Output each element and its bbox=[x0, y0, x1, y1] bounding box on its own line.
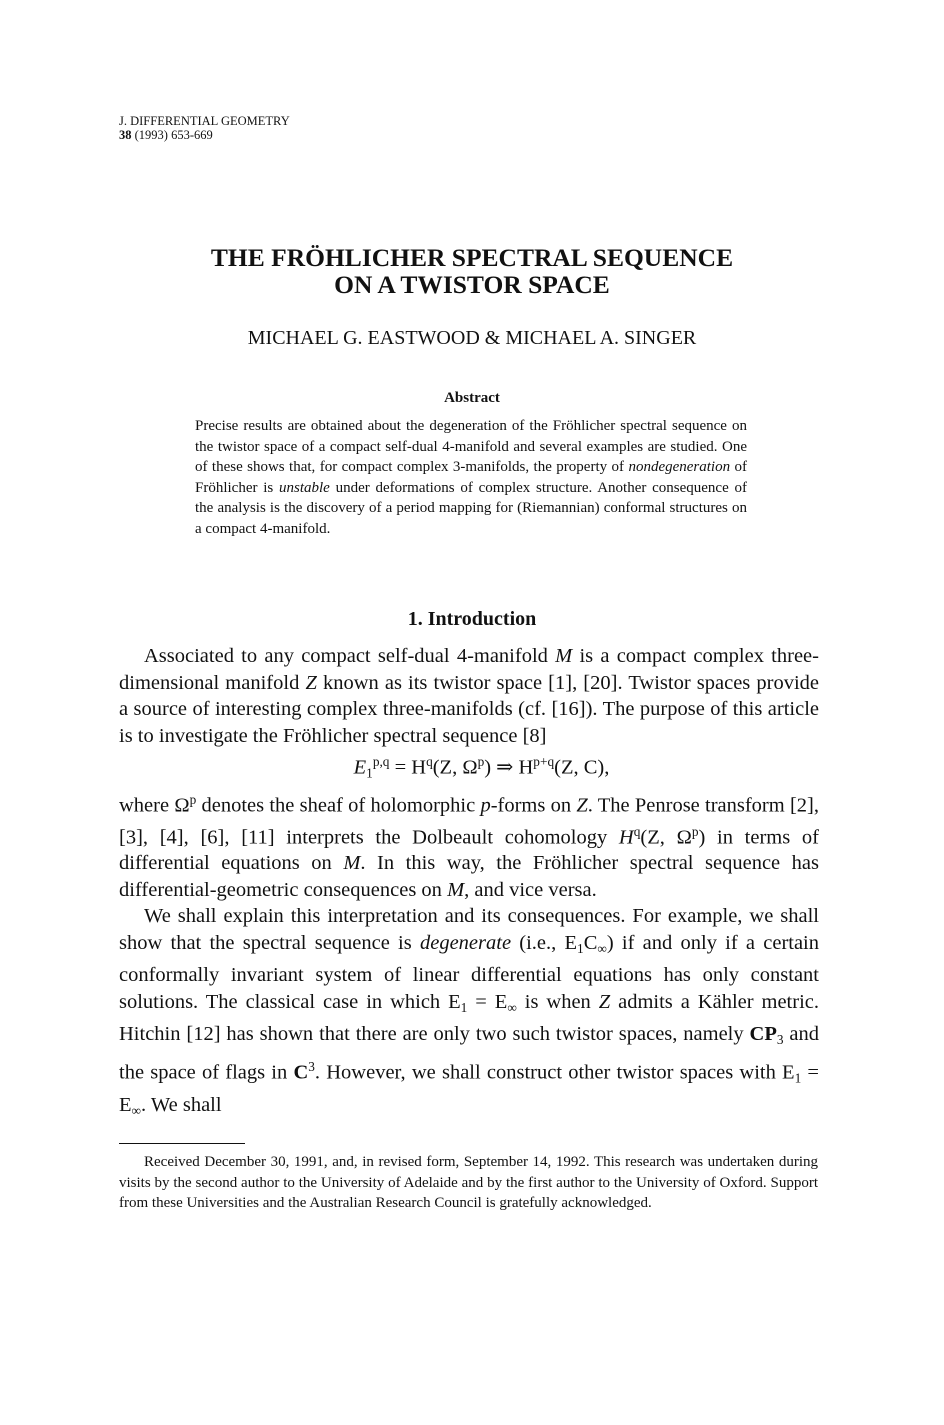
text: where bbox=[119, 794, 175, 817]
math: Ω bbox=[174, 794, 190, 817]
math: E bbox=[353, 756, 367, 779]
volume-pages: (1993) 653-669 bbox=[131, 128, 213, 142]
math: q bbox=[633, 823, 641, 839]
math: 1 bbox=[366, 765, 373, 781]
math: CP bbox=[749, 1023, 777, 1046]
math: q bbox=[426, 754, 433, 769]
math: (Z, C), bbox=[554, 756, 610, 779]
math: p,q bbox=[372, 754, 390, 769]
journal-name: J. DIFFERENTIAL GEOMETRY bbox=[119, 114, 290, 128]
math: 3 bbox=[776, 1032, 784, 1048]
math: M bbox=[447, 878, 465, 901]
body-text bbox=[119, 643, 819, 1124]
text: . We shall bbox=[141, 1093, 222, 1116]
emphasis: degenerate bbox=[419, 931, 512, 954]
footnote-rule bbox=[119, 1143, 245, 1144]
math: Z bbox=[598, 990, 611, 1013]
paragraph-3 bbox=[119, 903, 819, 1124]
authors: MICHAEL G. EASTWOOD & MICHAEL A. SINGER bbox=[247, 327, 697, 349]
abstract-emphasis: unstable bbox=[279, 479, 330, 496]
text: . However, we shall construct other twistor spaces with E bbox=[314, 1061, 795, 1084]
text: . The Penrose transform [2], [3], [4], [6], [11] interprets the Dolbeault cohomology bbox=[119, 794, 819, 848]
paragraph-2 bbox=[119, 787, 819, 904]
abstract-text bbox=[195, 416, 747, 539]
math: (Z, Ω bbox=[432, 756, 478, 779]
text: We shall explain this interpretation and its consequences. For example, we shall show that the spectral sequence is bbox=[119, 905, 819, 954]
math: (Z, Ω bbox=[640, 825, 692, 848]
math: = H bbox=[389, 756, 427, 779]
math: 1 bbox=[794, 1070, 802, 1086]
text: Associated to any compact self-dual 4-manifold bbox=[144, 645, 556, 667]
journal-header bbox=[119, 114, 290, 142]
journal-volume bbox=[119, 128, 290, 142]
abstract-part: under deformations of complex structure. Another consequence of the analysis is the discovery of a period mapping for (Riemannian) conformal structures on a compact 4-manifold. bbox=[195, 479, 747, 537]
text: = E bbox=[467, 990, 508, 1013]
abstract-part: Precise results are obtained about the degeneration of the Fröhlicher spectral sequence on the twistor space of a compact self-dual 4-manifold and several examples are studied. One of these shows that, for compact complex 3-manifolds, the property of bbox=[195, 418, 747, 475]
math: 1 bbox=[577, 940, 584, 956]
text: admits a Kähler metric. Hitchin [12] has shown that there are only two such twistor spaces, namely bbox=[119, 990, 820, 1046]
text: is when bbox=[516, 990, 599, 1013]
text: = E bbox=[119, 1061, 819, 1116]
paragraph-1 bbox=[119, 643, 819, 749]
math: Z bbox=[305, 671, 317, 694]
math: p bbox=[189, 791, 197, 807]
text: and the space of flags in bbox=[119, 1023, 819, 1084]
math: M bbox=[555, 645, 573, 667]
abstract-emphasis: nondegeneration bbox=[628, 459, 731, 475]
text: ) if and only if a certain conformally invariant system of linear differential equations has only constant solutions. The classical case in which E bbox=[119, 931, 820, 1013]
section-heading: 1. Introduction bbox=[407, 608, 537, 630]
math: p bbox=[480, 794, 491, 817]
math: H bbox=[618, 825, 634, 848]
title-line-2: ON A TWISTOR SPACE bbox=[334, 270, 610, 299]
text: ) in terms of differential equations on bbox=[119, 825, 819, 875]
text: denotes the sheaf of holomorphic bbox=[196, 794, 481, 817]
math: 3 bbox=[308, 1058, 315, 1074]
math: p bbox=[691, 823, 699, 839]
volume-number: 38 bbox=[119, 128, 132, 142]
text: , and vice versa. bbox=[464, 878, 597, 901]
math: ∞ bbox=[131, 1102, 142, 1118]
math: 1 bbox=[460, 999, 468, 1015]
text: C bbox=[583, 931, 598, 954]
text: is a compact complex three-dimensional manifold bbox=[119, 645, 819, 694]
equation bbox=[119, 749, 819, 787]
math: p bbox=[477, 754, 485, 769]
text: -forms on bbox=[490, 794, 577, 817]
math: ∞ bbox=[507, 999, 517, 1015]
abstract-part: of Fröhlicher is bbox=[195, 459, 748, 496]
math: ) ⇒ H bbox=[484, 756, 534, 779]
math: Z bbox=[576, 794, 588, 817]
math: ∞ bbox=[597, 940, 607, 956]
text: (i.e., E bbox=[511, 931, 578, 954]
text: known as its twistor space [1], [20]. Twistor spaces provide a source of interesting complex three-manifolds (cf. [16]). The purpose of this article is to investigate the Fröhlicher spectral sequence [8] bbox=[119, 671, 819, 747]
text: . In this way, the Fröhlicher spectral sequence has differential-geometric consequences on bbox=[119, 852, 819, 901]
math: p+q bbox=[533, 754, 555, 769]
math: C bbox=[293, 1061, 309, 1084]
title-line-1: THE FRÖHLICHER SPECTRAL SEQUENCE bbox=[210, 243, 734, 272]
abstract-heading: Abstract bbox=[444, 390, 500, 406]
paper-title bbox=[0, 244, 944, 298]
footnote: Received December 30, 1991, and, in revised form, September 14, 1992. This research was undertaken during visits by the second author to the University of Adelaide and by the first author to the University of Oxford. Support from these Universities and the Australian Research Council is gratefully acknowledged. bbox=[119, 1154, 818, 1211]
math: M bbox=[343, 852, 361, 875]
